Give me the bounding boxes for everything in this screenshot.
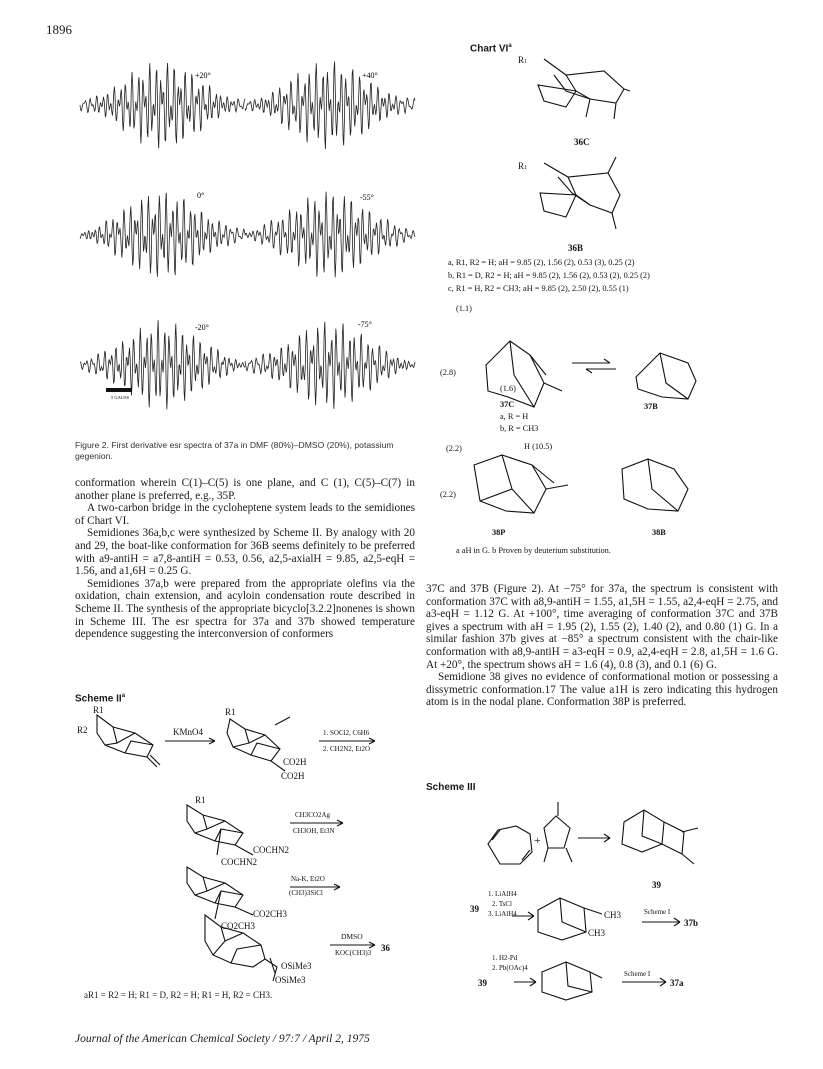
right-column-text: [426, 583, 778, 709]
scheme-ii-title: Scheme $II^a$: [75, 693, 126, 705]
c6-label-37b: 37B: [644, 402, 658, 411]
gauss-scale-label: 5 GAUSS: [111, 395, 130, 400]
s3-39-c: 39: [478, 978, 487, 988]
paragraph-3: Semidiones 36a,b,c were synthesized by Scheme II. By analogy with 20 and 29, the boat-like conformation for 36B seems definitely to be preferred with a9-antiH = a7,8-antiH = 0.53, 0.56, a2,5-axialH = 9.85, a2,5-eqH = 1.56, and a1,6H = 0.25 G.: [75, 527, 415, 578]
s2-ag-2: CH3OH, Et3N: [293, 827, 335, 835]
c6-n105: H (10.5): [524, 442, 553, 451]
c6-line-b: b, R1 = D, R2 = H; aH = 9.85 (2), 1.56 (2), 0.53 (2), 0.25 (2): [448, 271, 650, 280]
esr-trace: [245, 192, 415, 278]
panel-label-left-2: 0°: [197, 191, 205, 200]
s2-r2-a: R2: [77, 725, 88, 735]
c6-sub-b: b, R = CH3: [500, 424, 539, 433]
s3-plus: +: [534, 833, 541, 847]
c6-n11: (1.1): [456, 304, 472, 313]
paragraph-5: 37C and 37B (Figure 2). At −75° for 37a, the spectrum is consistent with conformation 37C with a8,9-antiH = 1.55, a1,5H = 1.55, a2,4-eqH = 2.75, and a3-eqH = 1.12 G. At +100°, time averaging of conformation 37C and 37B gives a spectrum with aH = 1.95 (2), 1.55 (2), 1.40 (2), and 0.80 (1) G. In a similar fashion 37b gives at −85° a spectrum consistent with the chair-like conformation with a8,9-antiH = a3-eqH = 0.9, a2,4-eqH = 2.8, a1,5H = 1.6 G. At +20°, the spectrum shows aH = 1.6 (4), 0.8 (3), and 0.1 (6) G.: [426, 583, 778, 671]
c6-line-c: c, R1 = H, R2 = CH3; aH = 9.85 (2), 2.50 (2), 0.55 (1): [448, 284, 629, 293]
s3-39-a: 39: [652, 880, 661, 890]
scheme-ii-footnote: aR1 = R2 = H; R1 = D, R2 = H; R1 = H, R2 = CH3.: [84, 990, 273, 1000]
figure-caption-label: Figure 2.: [75, 440, 109, 450]
s2-r1-c: R1: [195, 795, 206, 805]
paragraph-1: conformation wherein C(1)–C(5) is one plane, and C (1), C(5)–C(7) in another plane is preferred, e.g., 35P.: [75, 477, 415, 502]
esr-trace: [80, 63, 245, 148]
s3-r5: 2. Pb(OAc)4: [492, 964, 528, 972]
c6-r1-a: R1: [518, 55, 528, 65]
scheme-ii-diagram: [75, 705, 420, 1005]
esr-trace: [245, 62, 415, 150]
journal-footer: Journal of the American Chemical Society / 97:7 / April 2, 1975: [75, 1033, 370, 1045]
s3-r1: 1. LiAlH4: [488, 890, 517, 898]
scheme-iii-diagram: [426, 792, 781, 1022]
s2-product-36: 36: [381, 943, 390, 953]
c6-label-38p: 38P: [492, 528, 506, 537]
s3-scheme-i-a: Scheme I: [644, 908, 671, 916]
s2-nak-2: (CH3)3SiCl: [289, 889, 323, 897]
s3-r2: 2. TsCl: [492, 900, 512, 908]
paragraph-2: A two-carbon bridge in the cycloheptene system leads to the semidiones of Chart VI.: [75, 502, 415, 527]
s2-r1-a: R1: [93, 705, 104, 715]
gauss-scale-bar: [106, 388, 132, 392]
esr-trace: [80, 193, 245, 277]
s2-nak-1: Na-K, Et2O: [291, 875, 325, 883]
figure-caption-text: First derivative esr spectra of 37a in DMF (80%)–DMSO (20%), potassium gegenion.: [75, 440, 394, 461]
s3-r4: 1. H2-Pd: [492, 954, 518, 962]
s3-ch3-b: CH3: [588, 928, 606, 938]
c6-sub-a: a, R = H: [500, 412, 529, 421]
panel-label-right-1: +40°: [362, 71, 378, 80]
esr-trace: [80, 320, 245, 409]
c6-footnote: a aH in G. b Proven by deuterium substitution.: [456, 546, 611, 555]
chart-vi-diagram: [426, 45, 781, 575]
panel-label-left-3: -20°: [195, 323, 209, 332]
chart-vi-title: Chart $VI^a$: [470, 43, 512, 55]
s3-37b: 37b: [684, 918, 699, 928]
s2-co2h-a: CO2H: [283, 757, 307, 767]
paragraph-6: Semidione 38 gives no evidence of conformational motion or possessing a dissymetric conformation.17 The value a1H is zero indicating this hydrogen atom is in the nodal plane. Conformation 38P is preferred.: [426, 671, 778, 709]
esr-spectra-figure: [75, 40, 420, 435]
c6-n16: (1.6): [500, 384, 516, 393]
figure-caption: [75, 440, 415, 462]
s2-r1-b: R1: [225, 707, 236, 717]
paragraph-4: Semidiones 37a,b were prepared from the appropriate olefins via the oxidation, chain extension, and acyloin condensation route described in Scheme II. The synthesis of the appropriate bicyclo[3.2.2]nonenes is shown in Scheme III. The esr spectra for 37a and 37b showed temperature dependence suggesting the interconversion of conformers: [75, 577, 415, 641]
s2-step-ch2n2: 2. CH2N2, Et2O: [323, 745, 371, 753]
s3-scheme-i-b: Scheme I: [624, 970, 651, 978]
c6-r1-b: R1: [518, 161, 528, 171]
s2-dmso: DMSO: [341, 932, 363, 941]
c6-line-a: a, R1, R2 = H; aH = 9.85 (2), 1.56 (2), 0.53 (3), 0.25 (2): [448, 258, 635, 267]
esr-trace: [245, 322, 415, 409]
s3-39-b: 39: [470, 904, 479, 914]
c6-label-36c: 36C: [574, 137, 590, 147]
panel-label-right-2: -55°: [360, 193, 374, 202]
s2-co2ch3-b: CO2CH3: [221, 921, 256, 931]
scheme-iii-title: Scheme III: [426, 782, 476, 793]
s2-kmno4: KMnO4: [173, 727, 204, 737]
s2-osime3-b: OSiMe3: [275, 975, 306, 985]
c6-label-37c: 37C: [500, 400, 515, 409]
c6-n28: (2.8): [440, 368, 456, 377]
s3-ch3-a: CH3: [604, 910, 622, 920]
s2-step-socl2: 1. SOCl2, C6H6: [323, 729, 370, 737]
s2-osime3-a: OSiMe3: [281, 961, 312, 971]
s3-r3: 3. LiAlH4: [488, 910, 517, 918]
c6-label-38b: 38B: [652, 528, 666, 537]
panel-label-right-3: -75°: [358, 320, 372, 329]
s2-co2h-b: CO2H: [281, 771, 305, 781]
page-number: 1896: [46, 22, 72, 37]
s2-ag-1: CH3CO2Ag: [295, 811, 331, 819]
panel-label-left-1: +20°: [195, 71, 211, 80]
s2-co2ch3-a: CO2CH3: [253, 909, 288, 919]
s3-37a: 37a: [670, 978, 684, 988]
left-column-text: [75, 477, 415, 641]
c6-n22b: (2.2): [440, 490, 456, 499]
s2-kotbu: KOC(CH3)3: [335, 949, 372, 957]
c6-n22a: (2.2): [446, 444, 462, 453]
s2-cochn2-b: COCHN2: [221, 857, 258, 867]
c6-label-36b: 36B: [568, 243, 584, 253]
s2-cochn2-a: COCHN2: [253, 845, 290, 855]
